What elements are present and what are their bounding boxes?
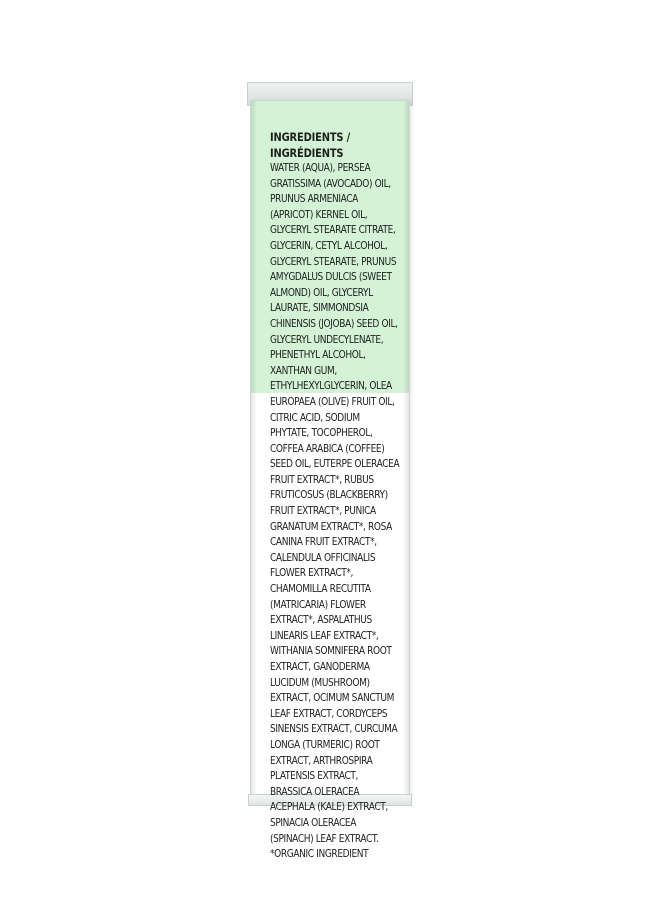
heading-line: INGREDIENTS / — [270, 130, 351, 144]
ingredient-line: (SPINACH) LEAF EXTRACT. — [270, 832, 379, 845]
ingredient-line: ALMOND) OIL, GLYCERYL — [270, 286, 373, 299]
ingredient-line: SINENSIS EXTRACT, CURCUMA — [270, 723, 398, 736]
ingredient-line: FRUIT EXTRACT*, PUNICA — [270, 505, 376, 518]
ingredient-line: XANTHAN GUM, — [270, 364, 337, 377]
heading-line: INGRÉDIENTS — [270, 145, 344, 160]
ingredient-lines — [270, 161, 406, 863]
ingredient-line: BRASSICA OLERACEA — [270, 785, 360, 798]
ingredient-line: EUROPAEA (OLIVE) FRUIT OIL, — [270, 395, 395, 408]
ingredient-line: GLYCERYL STEARATE, PRUNUS — [270, 255, 397, 268]
ingredient-line: PHYTATE, TOCOPHEROL, — [270, 427, 373, 440]
ingredient-line: EXTRACT, GANODERMA — [270, 661, 370, 673]
ingredient-line: GRATISSIMA (AVOCADO) OIL, — [270, 177, 391, 190]
ingredient-line: ACEPHALA (KALE) EXTRACT, — [270, 801, 388, 814]
ingredient-line: GLYCERIN, CETYL ALCOHOL, — [270, 239, 388, 252]
ingredient-line: FRUTICOSUS (BLACKBERRY) — [270, 489, 388, 502]
ingredient-line: SEED OIL, EUTERPE OLERACEA — [270, 458, 400, 471]
box-left-edge-shadow — [251, 101, 257, 799]
ingredient-line: (MATRICARIA) FLOWER — [270, 598, 366, 611]
ingredient-line: EXTRACT, OCIMUM SANCTUM — [270, 692, 395, 705]
ingredient-line: WITHANIA SOMNIFERA ROOT — [270, 645, 392, 658]
ingredient-line: GRANATUM EXTRACT*, ROSA — [270, 520, 392, 533]
ingredient-line: LUCIDUM (MUSHROOM) — [270, 676, 370, 689]
ingredient-line: CHAMOMILLA RECUTITA — [270, 583, 371, 596]
ingredient-line: FLOWER EXTRACT*, — [270, 567, 353, 580]
ingredient-line: *ORGANIC INGREDIENT — [270, 848, 369, 861]
ingredient-line: PRUNUS ARMENIACA — [270, 193, 358, 206]
ingredient-line: FRUIT EXTRACT*, RUBUS — [270, 473, 374, 486]
ingredient-line: PLATENSIS EXTRACT, — [270, 770, 359, 783]
ingredient-line: GLYCERYL STEARATE CITRATE, — [270, 224, 396, 237]
ingredient-line: LINEARIS LEAF EXTRACT*, — [270, 629, 379, 642]
ingredients-heading — [270, 130, 406, 161]
ingredient-line: PHENETHYL ALCOHOL, — [270, 349, 366, 362]
ingredient-line: LONGA (TURMERIC) ROOT — [270, 738, 380, 751]
ingredient-line: CITRIC ACID, SODIUM — [270, 411, 360, 424]
ingredient-line: CANINA FRUIT EXTRACT*, — [270, 536, 377, 549]
ingredient-line: EXTRACT, ARTHROSPIRA — [270, 754, 373, 767]
ingredient-line: AMYGDALUS DULCIS (SWEET — [270, 271, 392, 284]
ingredient-line: LEAF EXTRACT, CORDYCEPS — [270, 707, 388, 720]
ingredient-line: WATER (AQUA), PERSEA — [270, 162, 371, 174]
ingredient-line: (APRICOT) KERNEL OIL, — [270, 208, 368, 221]
ingredient-line: SPINACIA OLERACEA — [270, 816, 357, 829]
ingredient-line: CALENDULA OFFICINALIS — [270, 551, 376, 564]
ingredient-line: COFFEA ARABICA (COFFEE) — [270, 442, 385, 455]
ingredient-line: CHINENSIS (JOJOBA) SEED OIL, — [270, 317, 398, 330]
ingredient-line: ETHYLHEXYLGLYCERIN, OLEA — [270, 380, 392, 393]
ingredient-line: GLYCERYL UNDECYLENATE, — [270, 333, 384, 346]
ingredient-line: LAURATE, SIMMONDSIA — [270, 302, 369, 315]
ingredient-line: EXTRACT*, ASPALATHUS — [270, 614, 372, 627]
ingredients-list — [270, 130, 406, 863]
